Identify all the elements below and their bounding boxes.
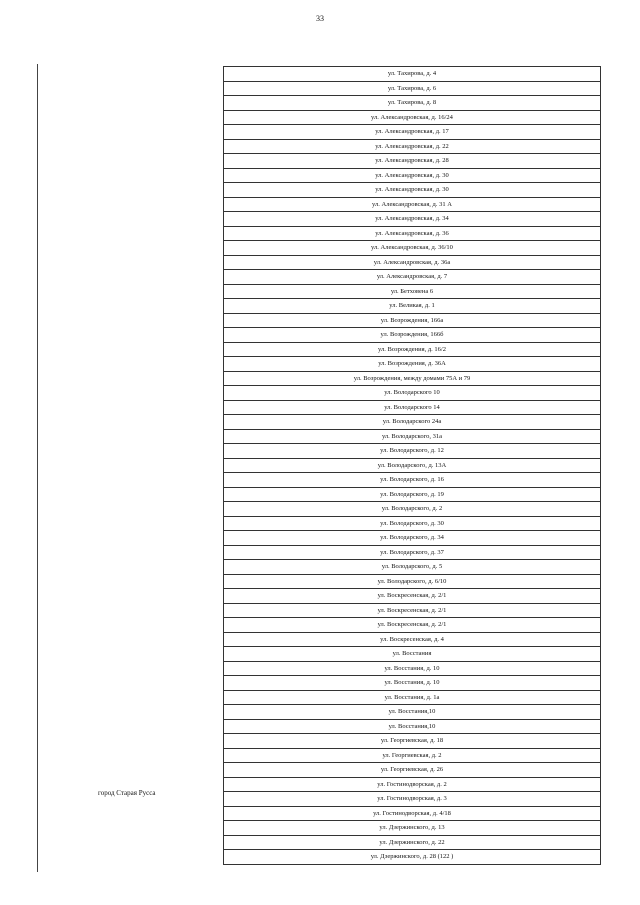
table-row: ул. Гостинодворская, д. 2 (224, 778, 600, 793)
table-left-border (37, 64, 38, 872)
table-row: ул. Володарского 10 (224, 386, 600, 401)
table-row: ул. Возрождения, 166а (224, 314, 600, 329)
table-row: ул. Александровская, д. 36 (224, 227, 600, 242)
table-row: ул. Володарского, д. 5 (224, 560, 600, 575)
table-row: ул. Александровская, д. 34 (224, 212, 600, 227)
table-row: ул. Александровская, д. 17 (224, 125, 600, 140)
table-row: ул. Александровская, д. 7 (224, 270, 600, 285)
table-row: ул. Возрождения, д. 36А (224, 357, 600, 372)
table-row: ул. Воскресенская, д. 2/1 (224, 604, 600, 619)
table-row: ул. Георгиевская, д. 26 (224, 763, 600, 778)
table-row: ул. Володарского, д. 34 (224, 531, 600, 546)
table-row: ул. Дзержинского, д. 22 (224, 836, 600, 851)
table-row: ул. Восстания, д. 10 (224, 662, 600, 677)
table-row: ул. Воскресенская, д. 2/1 (224, 618, 600, 633)
table-row: ул. Александровская, д. 16/24 (224, 111, 600, 126)
table-row: ул. Володарского, д. 37 (224, 546, 600, 561)
table-row: ул. Володарского, д. 30 (224, 517, 600, 532)
table-row: ул. Володарского, д. 13А (224, 459, 600, 474)
table-row: ул. Гостинодворская, д. 3 (224, 792, 600, 807)
table-row: ул. Александровская, д. 36а (224, 256, 600, 271)
table-row: ул. Тахирова, д. 6 (224, 82, 600, 97)
table-row: ул. Александровская, д. 30 (224, 169, 600, 184)
table-row: ул. Восстания (224, 647, 600, 662)
table-row: ул. Великая, д. 1 (224, 299, 600, 314)
table-row: ул. Возрождения, д. 16/2 (224, 343, 600, 358)
table-row: ул. Володарского, д. 2 (224, 502, 600, 517)
table-row: ул. Александровская, д. 22 (224, 140, 600, 155)
table-row: ул. Александровская, д. 31 А (224, 198, 600, 213)
table-row: ул. Володарского 14 (224, 401, 600, 416)
table-row: ул. Бетховена 6 (224, 285, 600, 300)
table-row: ул. Гостинодворская, д. 4/18 (224, 807, 600, 822)
table-row: ул. Воскресенская, д. 2/1 (224, 589, 600, 604)
table-row: ул. Воскресенская, д. 4 (224, 633, 600, 648)
table-row: ул. Георгиевская, д. 2 (224, 749, 600, 764)
table-row: ул. Володарского, д. 6/10 (224, 575, 600, 590)
table-row: ул. Володарского, д. 12 (224, 444, 600, 459)
table-row: ул. Возрождения, между домами 75А и 79 (224, 372, 600, 387)
table-row: ул. Тахирова, д. 8 (224, 96, 600, 111)
table-row: ул. Дзержинского, д. 13 (224, 821, 600, 836)
page-number: 33 (316, 14, 324, 23)
address-table (223, 66, 601, 865)
table-row: ул. Володарского 24а (224, 415, 600, 430)
table-row: ул. Возрождения, 166б (224, 328, 600, 343)
table-row: ул. Георгиевская, д. 18 (224, 734, 600, 749)
table-row: ул. Александровская, д. 36/10 (224, 241, 600, 256)
table-row: ул. Восстания,10 (224, 720, 600, 735)
table-row: ул. Восстания,10 (224, 705, 600, 720)
table-row: ул. Восстания, д. 10 (224, 676, 600, 691)
table-row: ул. Дзержинского, д. 28 (122 ) (224, 850, 600, 865)
table-row: ул. Восстания, д. 1а (224, 691, 600, 706)
table-row: ул. Володарского, 31а (224, 430, 600, 445)
table-row: ул. Володарского, д. 19 (224, 488, 600, 503)
city-label: город Старая Русса (98, 789, 156, 797)
table-row: ул. Володарского, д. 16 (224, 473, 600, 488)
table-row: ул. Александровская, д. 28 (224, 154, 600, 169)
table-row: ул. Тахирова, д. 4 (224, 67, 600, 82)
table-row: ул. Александровская, д. 30 (224, 183, 600, 198)
